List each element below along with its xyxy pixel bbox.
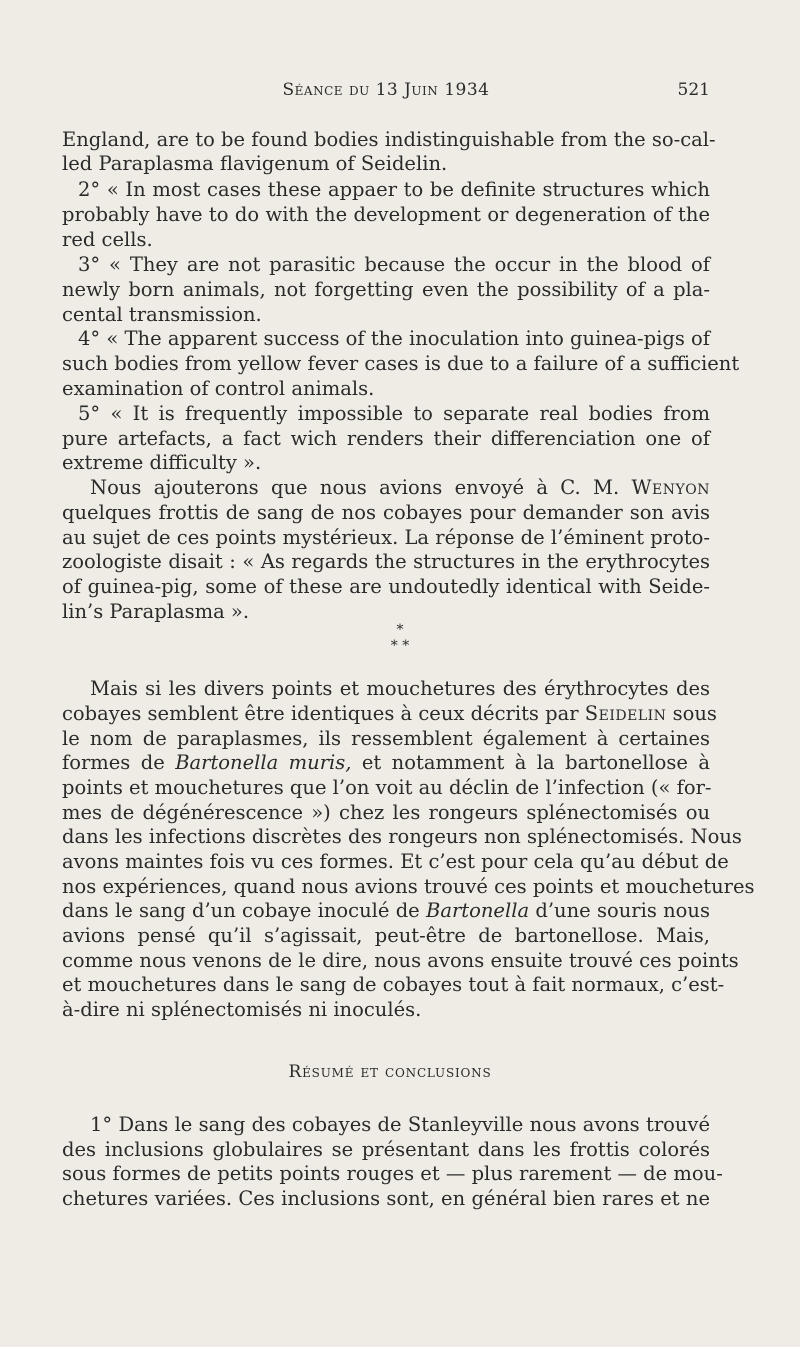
taxon-name: Bartonella muris,	[175, 751, 352, 774]
text-line: comme nous venons de le dire, nous avons ensuite trouvé ces points	[62, 949, 739, 972]
text-line: nos expériences, quand nous avions trouvé ces points et mouchetures	[62, 875, 755, 898]
asterism-bottom: * *	[390, 638, 410, 654]
text-line: newly born animals, not forgetting even the possibility of a pla-	[62, 278, 710, 301]
asterism-top: *	[396, 622, 404, 638]
text-line: 1° Dans le sang des cobayes de Stanleyville nous avons trouvé	[90, 1113, 710, 1136]
text-line: examination of control animals.	[62, 377, 375, 400]
text-line: mes de dégénérescence ») chez les rongeurs splénectomisés ou	[62, 801, 710, 824]
text-line: cobayes semblent être identiques à ceux décrits par Seidelin sous	[62, 702, 717, 725]
text-line: à-dire ni splénectomisés ni inoculés.	[62, 998, 422, 1021]
text-line: Nous ajouterons que nous avions envoyé à C. M. Wenyon	[90, 476, 710, 499]
taxon-name: Bartonella	[426, 899, 530, 922]
text-line: sous formes de petits points rouges et — plus rarement — de mou-	[62, 1162, 723, 1185]
text-line: avions pensé qu’il s’agissait, peut-être de bartonellose. Mais,	[62, 924, 710, 947]
text-line: led Paraplasma flavigenum of Seidelin.	[62, 152, 448, 175]
running-title: Séance du 13 Juin 1934	[282, 80, 490, 100]
author-name: Seidelin	[584, 702, 667, 725]
text-line: avons maintes fois vu ces formes. Et c’est pour cela qu’au début de	[62, 850, 729, 873]
text-line: 3° « They are not parasitic because the occur in the blood of	[78, 253, 710, 276]
text-line: lin’s Paraplasma ».	[62, 600, 250, 623]
text-line: au sujet de ces points mystérieux. La réponse de l’éminent proto-	[62, 526, 710, 549]
section-heading: Résumé et conclusions	[288, 1062, 492, 1082]
text-line: extreme difficulty ».	[62, 451, 262, 474]
text-line: Mais si les divers points et mouchetures des érythrocytes des	[90, 677, 710, 700]
text-line: 5° « It is frequently impossible to separate real bodies from	[78, 402, 710, 425]
text-line: of guinea-pig, some of these are undoutedly identical with Seide-	[62, 575, 710, 598]
text-line: such bodies from yellow fever cases is due to a failure of a sufficient	[62, 352, 740, 375]
text-line: des inclusions globulaires se présentant dans les frottis colorés	[62, 1138, 710, 1161]
text-line: dans les infections discrètes des rongeurs non splénectomisés. Nous	[62, 825, 742, 848]
text-line: le nom de paraplasmes, ils ressemblent également à certaines	[62, 727, 710, 750]
text-line: et mouchetures dans le sang de cobayes tout à fait normaux, c’est-	[62, 973, 725, 996]
text-line: dans le sang d’un cobaye inoculé de Bartonella d’une souris nous	[62, 899, 710, 922]
text-line: England, are to be found bodies indistinguishable from the so-cal-	[62, 128, 716, 151]
text-line: cental transmission.	[62, 303, 262, 326]
text-line: points et mouchetures que l’on voit au déclin de l’infection (« for-	[62, 776, 712, 799]
page-number: 521	[677, 80, 710, 100]
text-line: red cells.	[62, 228, 153, 251]
text-line: formes de Bartonella muris, et notamment à la bartonellose à	[62, 751, 710, 774]
text-line: chetures variées. Ces inclusions sont, en général bien rares et ne	[62, 1187, 710, 1210]
text-line: 4° « The apparent success of the inoculation into guinea-pigs of	[78, 327, 710, 350]
running-header	[62, 80, 710, 110]
text-line: probably have to do with the development or degeneration of the	[62, 203, 710, 226]
text-line: pure artefacts, a fact wich renders their differenciation one of	[62, 427, 710, 450]
text-line: zoologiste disait : « As regards the structures in the erythrocytes	[62, 550, 710, 573]
text-line: quelques frottis de sang de nos cobayes pour demander son avis	[62, 501, 710, 524]
text-line: 2° « In most cases these appaer to be definite structures which	[78, 178, 710, 201]
author-name: Wenyon	[631, 476, 710, 499]
